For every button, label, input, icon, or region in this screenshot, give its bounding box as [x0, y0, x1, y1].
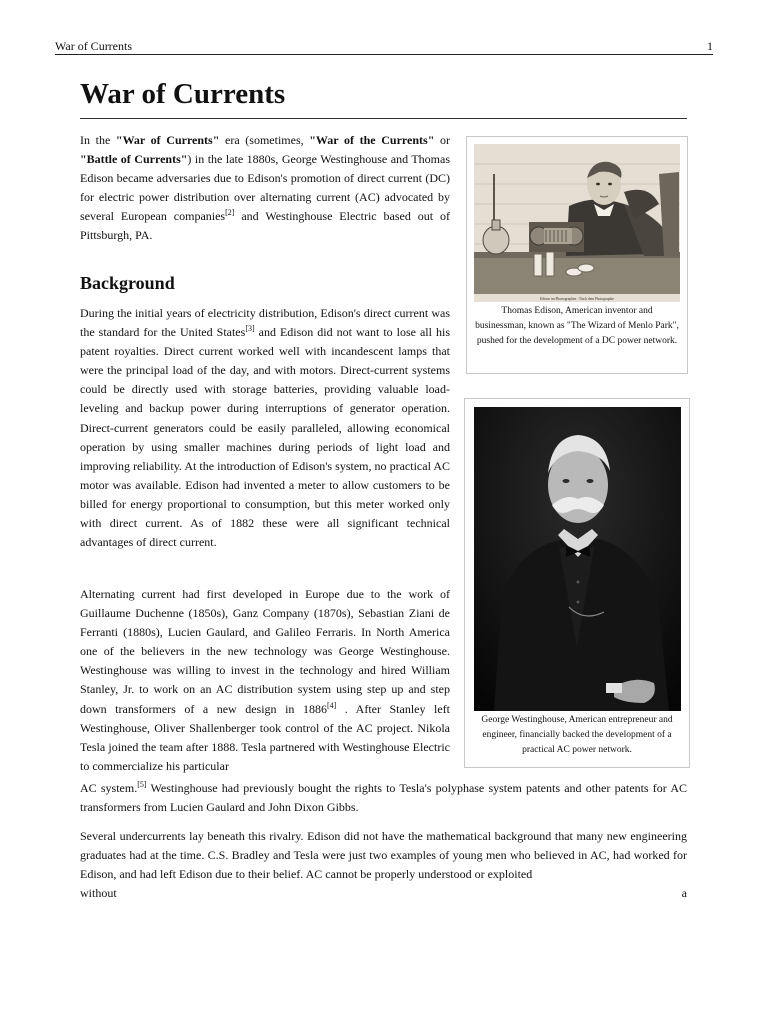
term-battle-of-currents: "Battle of Currents" [80, 152, 188, 167]
intro-paragraph: In the "War of Currents" era (sometimes, "War of the Currents" or "Battle of Currents") in the late 1880s, George Westinghouse and Thomas Edison became adversaries due to Edison's promotion of direct current (DC) for electric power distribution over alternating current (AC) advocated by several European companies[2] and Westinghouse Electric based out of Pittsburgh, PA. [80, 133, 451, 243]
westinghouse-photo [474, 407, 681, 711]
edison-caption: Thomas Edison, American inventor and businessman, known as "The Wizard of Menlo Park", pushed for the development of a DC power network. [475, 306, 679, 347]
edison-photo [474, 144, 680, 302]
background-paragraph-2: Alternating current had first developed in Europe due to the work of Guillaume Duchenne (1850s), Ganz Company (1870s), Sebastian Ziani de Ferranti (1880s), Lucien Gaulard, and Galileo Ferraris. In North America one of the believers in the new technology was George Westinghouse. Westinghouse was willing to invest in the technology and hired William Stanley, Jr. to work on an AC distribution system using step up and step down transformers of a new design in 1886[4] . After Stanley left Westinghouse, Oliver Shallenberger took control of the AC project. Nikola Tesla joined the team after 1888. Tesla partnered with Westinghouse Electric to commercialize his particular [80, 587, 451, 773]
section-heading-background: Background [80, 273, 175, 293]
header-divider [55, 54, 713, 55]
reference-link[interactable]: [2] [225, 208, 235, 218]
running-title: War of Currents [55, 39, 133, 53]
reference-link[interactable]: [3] [245, 324, 255, 334]
reference-link[interactable]: [5] [137, 780, 147, 789]
term-war-of-the-currents: "War of the Currents" [309, 133, 435, 147]
page-title: War of Currents [80, 78, 286, 110]
background-paragraph-1: During the initial years of electricity distribution, Edison's direct current was the standard for the United States[3] and Edison did not want to lose all his patent royalties. Direct current worked well with incandescent lamps that were the principal load of the day, and with motors. Direct-current systems could be directly used with storage batteries, providing valuable load-leveling and backup power during interruptions of generator operation. Direct-current generators could be easily paralleled, allowing economical operation by using smaller machines during periods of light load and improving reliability. At the introduction of Edison's system, no practical AC motor was available. Edison had invented a meter to allow customers to be billed for energy proportional to consumption, but this meter worked only with direct current. As of 1882 these were all significant technical advantages of direct current. [80, 306, 450, 550]
page-number: 1 [707, 39, 713, 53]
westinghouse-figure [464, 398, 690, 768]
background-paragraph-2-continued: AC system.[5] Westinghouse had previously bought the rights to Tesla's polyphase system patents and other patents for AC transformers from Lucien Gaulard and John Dixon Gibbs. [80, 780, 687, 815]
edison-figure [466, 136, 688, 374]
engraving-caption: Edison im Phonographen · Nach dem Photographie [539, 297, 615, 301]
reference-link[interactable]: [4] [326, 700, 337, 710]
title-divider [80, 118, 687, 119]
term-war-of-currents: "War of Currents" [115, 133, 220, 147]
background-paragraph-3: Several undercurrents lay beneath this rivalry. Edison did not have the mathematical background that many new engineering graduates had at the time. C.S. Bradley and Tesla were just two examples of young men who believed in AC, had worked for Edison, and had left Edison due to their belief. AC cannot be properly understood or exploited without a [80, 829, 687, 901]
westinghouse-caption: George Westinghouse, American entrepreneur and engineer, financially backed the development of a practical AC power network. [481, 715, 673, 756]
running-header [55, 38, 713, 54]
